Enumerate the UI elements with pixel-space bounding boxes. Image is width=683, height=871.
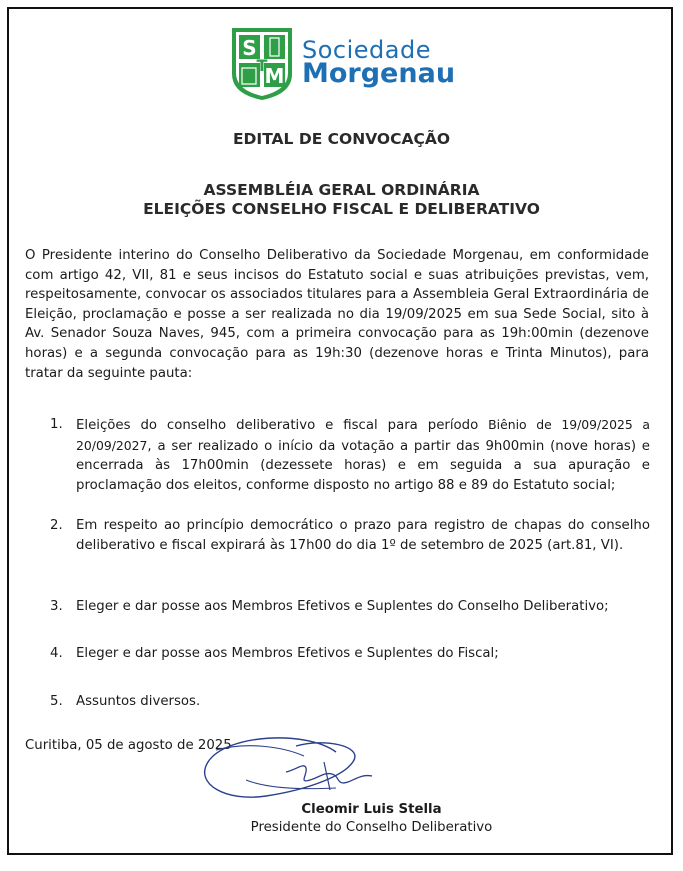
- monogram-letter-s: S: [242, 36, 257, 60]
- agenda-item-number: 3.: [50, 599, 63, 614]
- agenda-item-2: [50, 516, 650, 555]
- agenda-item-5: [50, 692, 650, 712]
- agenda-item-number: 5.: [50, 694, 63, 709]
- logo-word-sociedade: Sociedade: [302, 36, 431, 64]
- agenda-item-number: 4.: [50, 646, 63, 661]
- signer-name: Cleomir Luis Stella: [301, 802, 442, 817]
- place-date-line: Curitiba, 05 de agosto de 2025: [25, 738, 232, 753]
- agenda-item-text: Assuntos diversos.: [76, 694, 201, 709]
- agenda-item-text: [76, 415, 650, 495]
- handwritten-signature: [186, 732, 386, 807]
- agenda-item-text: Em respeito ao princípio democrático o prazo para registro de chapas do conselho deliberativo e fiscal expirará às 17h00 do dia 1º de setembro de 2025 (art.81, VI).: [76, 518, 650, 553]
- subtitle-line-2: ELEIÇÕES CONSELHO FISCAL E DELIBERATIVO: [143, 200, 540, 218]
- agenda-item-number: 2.: [50, 518, 63, 533]
- agenda-item-period: Biênio de 19/09/2025 a 20/09/2027: [76, 417, 650, 453]
- agenda-item-number: 1.: [50, 417, 63, 432]
- agenda-item-text: Eleger e dar posse aos Membros Efetivos e Suplentes do Conselho Deliberativo;: [76, 599, 609, 614]
- logo-word-morgenau: Morgenau: [302, 58, 456, 89]
- agenda-item-1: [50, 415, 650, 495]
- agenda-item-text-part: , a ser realizado o início da votação a partir das 9h00min (nove horas) e encerrada às 17h00min (dezessete horas) e em seguida a sua apuração e proclamação dos eleitos, conforme disposto no artigo 88 e 89 do Estatuto social;: [76, 438, 650, 493]
- tennis-club-crest-icon: [226, 22, 298, 102]
- document-subtitle: [0, 181, 683, 219]
- monogram-letter-m: M: [264, 64, 285, 88]
- club-logo: [226, 22, 466, 102]
- agenda-item-text: Eleger e dar posse aos Membros Efetivos e Suplentes do Fiscal;: [76, 646, 499, 661]
- agenda-item-text-part: Eleições do conselho deliberativo e fiscal para período: [76, 418, 489, 433]
- convocation-paragraph: O Presidente interino do Conselho Deliberativo da Sociedade Morgenau, em conformidade com artigo 42, VII, 81 e seus incisos do Estatuto social e suas atribuições previstas, vem, respeitosamente, convocar os associados titulares para a Assembleia Geral Extraordinária de Eleição, proclamação e posse a ser realizada no dia 19/09/2025 em sua Sede Social, sito à Av. Senador Souza Naves, 945, com a primeira convocação para as 19h:00min (dezenove horas) e a segunda convocação para as 19h:30 (dezenove horas e Trinta Minutos), para tratar da seguinte pauta:: [25, 248, 649, 381]
- monogram-letter-t: T: [256, 56, 268, 75]
- subtitle-line-1: ASSEMBLÉIA GERAL ORDINÁRIA: [203, 181, 480, 199]
- agenda-item-3: [50, 597, 650, 617]
- signer-role: Presidente do Conselho Deliberativo: [250, 820, 493, 835]
- document-title: EDITAL DE CONVOCAÇÃO: [232, 130, 451, 148]
- agenda-item-4: [50, 644, 650, 664]
